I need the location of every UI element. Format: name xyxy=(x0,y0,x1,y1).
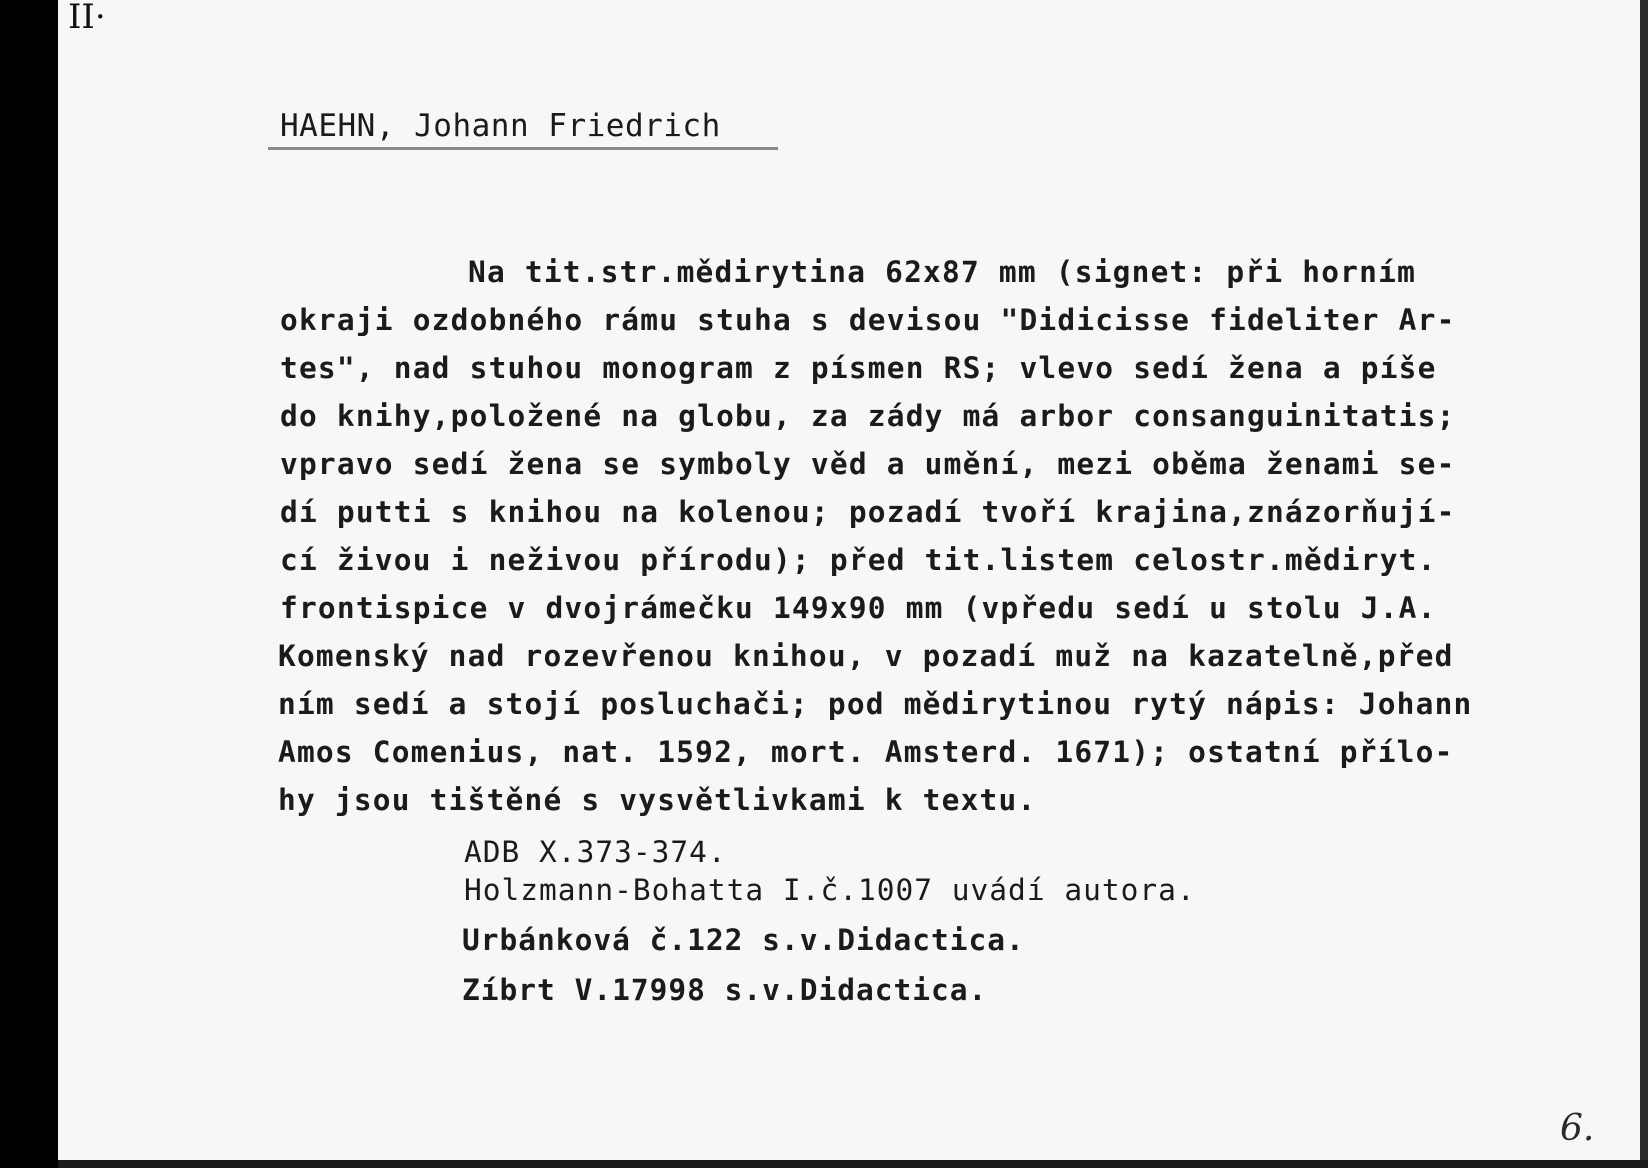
corner-mark: II· xyxy=(68,0,106,37)
body-line: Na tit.str.mědirytina 62x87 mm (signet: při horním xyxy=(468,255,1417,289)
heading-underline xyxy=(268,147,778,150)
card-right-edge xyxy=(1640,0,1648,1168)
body-line: do knihy,položené na globu, za zády má arbor consanguinitatis; xyxy=(280,399,1456,433)
body-line: dí putti s knihou na kolenou; pozadí tvoří krajina,znázorňují- xyxy=(280,495,1456,529)
reference-line: Holzmann-Bohatta I.č.1007 uvádí autora. xyxy=(464,873,1196,907)
reference-line: ADB X.373-374. xyxy=(464,835,727,869)
body-line: vpravo sedí žena se symboly věd a umění, mezi oběma ženami se- xyxy=(280,447,1456,481)
body-line: okraji ozdobného rámu stuha s devisou "Didicisse fideliter Ar- xyxy=(280,303,1456,337)
page-number: 6. xyxy=(1560,1108,1595,1149)
card-heading: HAEHN, Johann Friedrich xyxy=(280,108,721,144)
body-line: Amos Comenius, nat. 1592, mort. Amsterd. 1671); ostatní přílo- xyxy=(278,735,1454,769)
reference-line: Urbánková č.122 s.v.Didactica. xyxy=(462,923,1025,957)
body-line: ním sedí a stojí posluchači; pod mědirytinou rytý nápis: Johann xyxy=(278,687,1473,721)
body-line: hy jsou tištěné s vysvětlivkami k textu. xyxy=(278,783,1037,817)
body-line: tes", nad stuhou monogram z písmen RS; vlevo sedí žena a píše xyxy=(280,351,1437,385)
body-line: frontispice v dvojrámečku 149x90 mm (vpředu sedí u stolu J.A. xyxy=(280,591,1437,625)
body-line: cí živou i neživou přírodu); před tit.listem celostr.mědiryt. xyxy=(280,543,1437,577)
body-line: Komenský nad rozevřenou knihou, v pozadí muž na kazatelně,před xyxy=(278,639,1454,673)
reference-line: Zíbrt V.17998 s.v.Didactica. xyxy=(462,973,988,1007)
card-bottom-edge xyxy=(58,1160,1648,1168)
